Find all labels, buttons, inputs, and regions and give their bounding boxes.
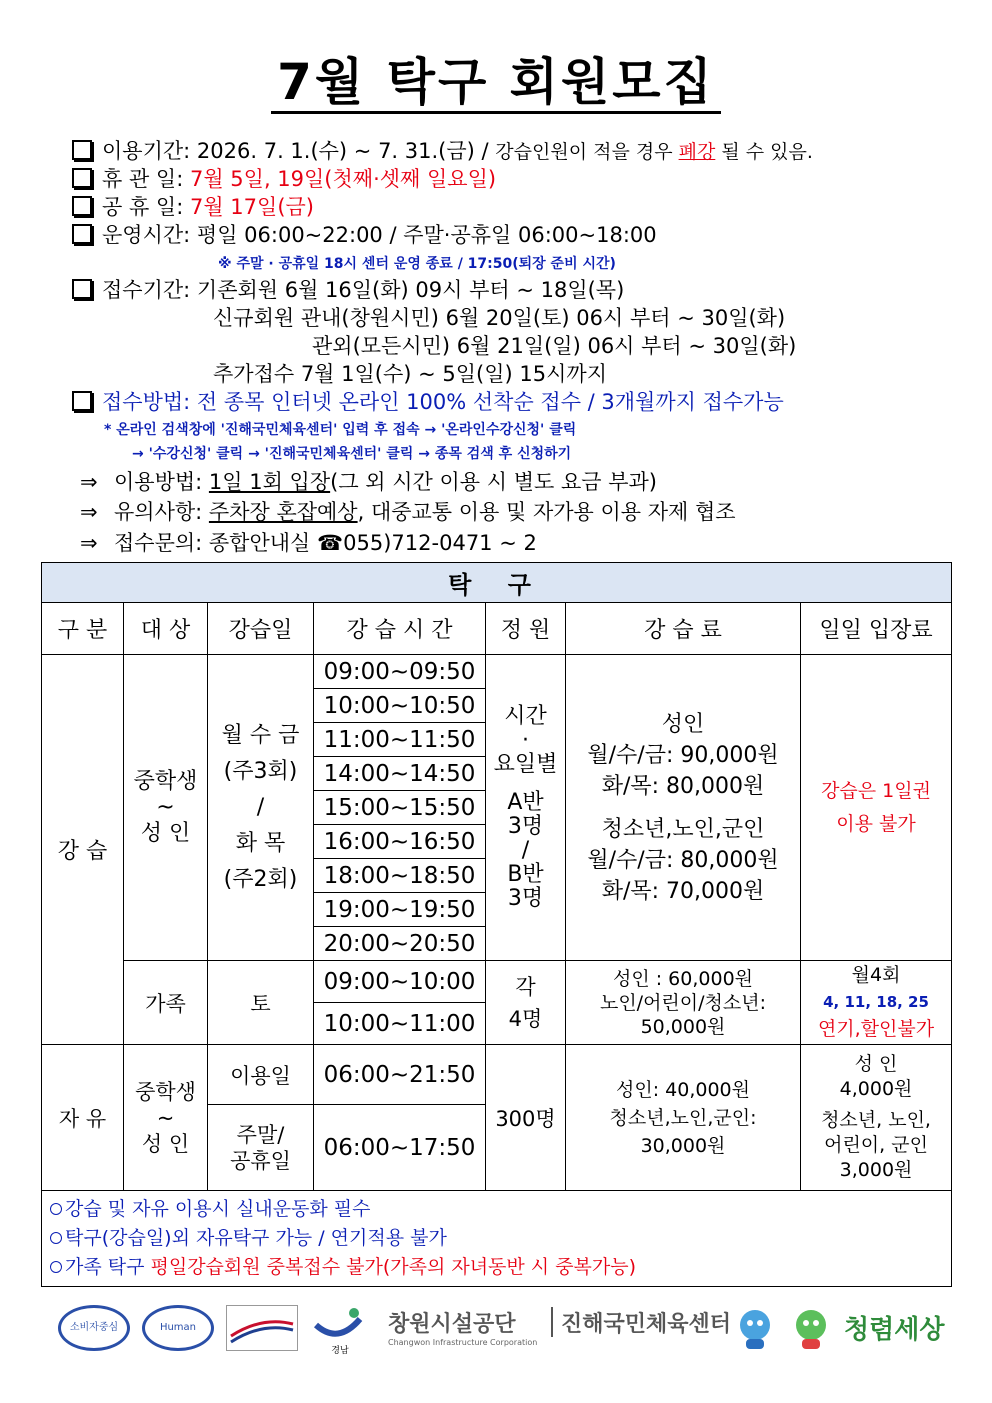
free-daily: 성 인 4,000원 청소년, 노인, 어린이, 군인 3,000원 — [801, 1045, 952, 1191]
swoosh-icon — [310, 1305, 366, 1345]
certification-logo — [226, 1305, 298, 1351]
circle-bullet-icon — [50, 1261, 62, 1273]
family-daily: 월4회 4, 11, 18, 25 연기,할인불가 — [801, 961, 952, 1045]
header-days: 강습일 — [208, 603, 314, 655]
free-day-weekend: 주말/ 공휴일 — [208, 1105, 314, 1191]
notes-box — [42, 1191, 952, 1287]
consumer-logo: 소비자중심 — [58, 1305, 130, 1351]
checkbox-icon — [72, 391, 92, 411]
info-reception-line2: 신규회원 관내(창원시민) 6월 20일(토) 06시 부터 ~ 30일(화) — [213, 306, 786, 330]
info-hours: 운영시간: 평일 06:00~22:00 / 주말·공휴일 06:00~18:00 — [72, 219, 657, 249]
time-slot: 11:00~11:50 — [314, 723, 486, 757]
header-daily: 일일 입장료 — [801, 603, 952, 655]
family-fee: 성인 : 60,000원 노인/어린이/청소년: 50,000원 — [566, 961, 801, 1045]
family-days: 토 — [208, 961, 314, 1045]
time-slot: 20:00~20:50 — [314, 927, 486, 961]
arrow-icon: ⇒ — [80, 500, 98, 524]
lesson-category: 강 습 — [42, 655, 124, 1045]
header-fee: 강 습 료 — [566, 603, 801, 655]
divider — [551, 1307, 553, 1337]
note-item: 강습 및 자유 이용시 실내운동화 필수 — [50, 1195, 943, 1224]
family-capacity: 각 4명 — [486, 961, 566, 1045]
info-period: 이용기간: 2026. 7. 1.(수) ~ 7. 31.(금) / 강습인원이 적을 경우 폐강 될 수 있음. — [72, 135, 813, 165]
info-method: 접수방법: 전 종목 인터넷 온라인 100% 선착순 접수 / 3개월까지 접수가능 — [72, 386, 784, 416]
info-reception-line3: 관외(모든시민) 6월 21일(일) 06시 부터 ~ 30일(화) — [312, 334, 797, 358]
page-title: 7월 탁구 회원모집 — [0, 52, 992, 112]
info-caution: ⇒ 유의사항: 주차장 혼잡예상, 대중교통 이용 및 자가용 이용 자제 협조 — [80, 500, 736, 524]
lesson-fee: 성인 월/수/금: 90,000원 화/목: 80,000원 청소년,노인,군인 월/수/금: 80,000원 화/목: 70,000원 — [566, 655, 801, 961]
info-reception-line4: 추가접수 7월 1일(수) ~ 5일(일) 15시까지 — [213, 362, 607, 386]
time-slot: 18:00~18:50 — [314, 859, 486, 893]
checkbox-icon — [72, 168, 92, 188]
info-closed: 휴 관 일: 7월 5일, 19일(첫째·셋째 일요일) — [72, 163, 496, 193]
time-slot: 16:00~16:50 — [314, 825, 486, 859]
circle-bullet-icon — [50, 1232, 62, 1244]
note-item: 가족 탁구 평일강습회원 중복접수 불가(가족의 자녀동반 시 중복가능) — [50, 1253, 943, 1282]
checkbox-icon — [72, 140, 92, 160]
table-header-row — [42, 603, 952, 655]
header-target: 대 상 — [124, 603, 208, 655]
info-contact: ⇒ 접수문의: 종합안내실 ☎055)712-0471 ~ 2 — [80, 531, 537, 555]
time-slot: 15:00~15:50 — [314, 791, 486, 825]
mascot-blue-icon — [730, 1305, 782, 1351]
time-slot: 14:00~14:50 — [314, 757, 486, 791]
arrow-icon: ⇒ — [80, 470, 98, 494]
info-method-note1: * 온라인 검색창에 '진해국민체육센터' 입력 후 접속 → '온라인수강신청' 클릭 — [104, 422, 577, 438]
lesson-target: 중학생 ~ 성 인 — [124, 655, 208, 961]
free-time-weekend: 06:00~17:50 — [314, 1105, 486, 1191]
header-capacity: 정 원 — [486, 603, 566, 655]
info-hours-note: ※ 주말 · 공휴일 18시 센터 운영 종료 / 17:50(퇴장 준비 시간) — [218, 256, 616, 272]
lesson-daily: 강습은 1일권 이용 불가 — [801, 655, 952, 961]
footer-logos — [58, 1305, 948, 1355]
time-slot: 19:00~19:50 — [314, 893, 486, 927]
lesson-days: 월 수 금 (주3회) / 화 목 (주2회) — [208, 655, 314, 961]
info-reception: 접수기간: 기존회원 6월 16일(화) 09시 부터 ~ 18일(목) — [72, 274, 624, 304]
free-capacity: 300명 — [486, 1045, 566, 1191]
note-item: 탁구(강습일)외 자유탁구 가능 / 연기적용 불가 — [50, 1224, 943, 1253]
info-method-note2: → '수강신청' 클릭 → '진해국민체육센터' 클릭 → 종목 검색 후 신청하기 — [132, 446, 572, 462]
checkbox-icon — [72, 224, 92, 244]
time-slot: 10:00~11:00 — [314, 1003, 486, 1045]
free-time-weekday: 06:00~21:50 — [314, 1045, 486, 1105]
header-time: 강 습 시 간 — [314, 603, 486, 655]
slogan-logo: 청렴세상 — [844, 1315, 945, 1345]
checkbox-icon — [72, 196, 92, 216]
corp-logo: 창원시설공단 Changwon Infrastructure Corporation — [388, 1312, 538, 1347]
human-logo: Human — [142, 1305, 214, 1351]
checkbox-icon — [72, 279, 92, 299]
family-target: 가족 — [124, 961, 208, 1045]
info-usage: ⇒ 이용방법: 1일 1회 입장(그 외 시간 이용 시 별도 요금 부과) — [80, 470, 657, 494]
circle-bullet-icon — [50, 1203, 62, 1215]
time-slot: 09:00~09:50 — [314, 655, 486, 689]
time-slot: 10:00~10:50 — [314, 689, 486, 723]
table-heading: 탁 구 — [42, 563, 952, 603]
header-category: 구 분 — [42, 603, 124, 655]
arrow-icon: ⇒ — [80, 531, 98, 555]
mascot-green-icon — [786, 1305, 838, 1351]
stripe-icon — [227, 1306, 297, 1350]
time-slot: 09:00~10:00 — [314, 961, 486, 1003]
free-fee: 성인: 40,000원 청소년,노인,군인: 30,000원 — [566, 1045, 801, 1191]
free-day-weekday: 이용일 — [208, 1045, 314, 1105]
gyeongnam-logo: 경남 — [310, 1305, 370, 1351]
lesson-capacity: 시간 · 요일별 A반 3명 / B반 3명 — [486, 655, 566, 961]
schedule-table — [41, 562, 952, 1287]
free-category: 자 유 — [42, 1045, 124, 1191]
center-name: 진해국민체육센터 — [561, 1312, 732, 1337]
info-holiday: 공 휴 일: 7월 17일(금) — [72, 191, 314, 221]
free-target: 중학생 ~ 성 인 — [124, 1045, 208, 1191]
